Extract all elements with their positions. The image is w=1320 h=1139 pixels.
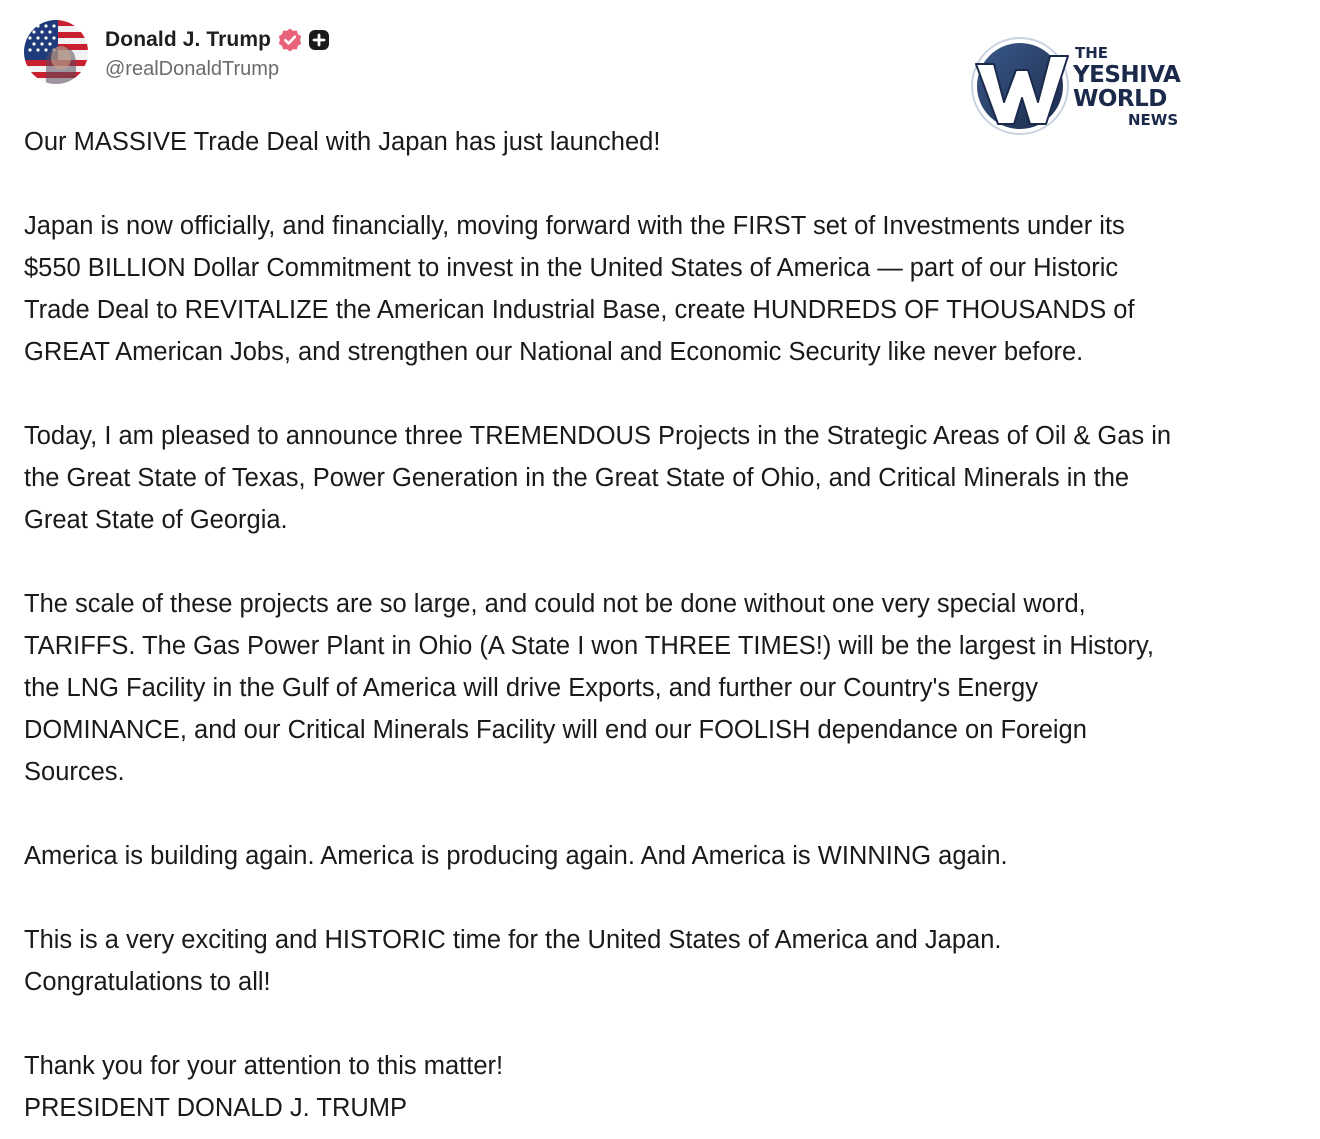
watermark-yeshiva: YESHIVA bbox=[1073, 62, 1181, 88]
post-paragraph: Thank you for your attention to this matter! PRESIDENT DONALD J. TRUMP bbox=[24, 1052, 504, 1122]
flag-portrait-avatar-icon bbox=[24, 20, 88, 84]
watermark-text bbox=[1073, 46, 1180, 128]
verified-badge-icon bbox=[277, 27, 303, 53]
post-paragraph: Japan is now officially, and financially, moving forward with the FIRST set of Investments under its $550 BILLION Dollar Commitment to invest in the United States of America — part of our Historic Trade Deal to REVITALIZE the American Industrial Base, create HUNDREDS OF THOUSANDS of GREAT American Jobs, and strengthen our National and Economic Security like never before. bbox=[24, 212, 1135, 366]
post-paragraph: This is a very exciting and HISTORIC time for the United States of America and Japan. Congratulations to all! bbox=[24, 926, 1002, 996]
plus-badge-icon bbox=[308, 29, 330, 51]
post-header bbox=[24, 20, 330, 84]
post-paragraph: America is building again. America is producing again. And America is WINNING again. bbox=[24, 842, 1008, 870]
watermark-world: WORLD bbox=[1073, 86, 1167, 112]
display-name[interactable]: Donald J. Trump bbox=[105, 28, 272, 51]
name-row bbox=[105, 23, 330, 57]
post-paragraph: Our MASSIVE Trade Deal with Japan has just launched! bbox=[24, 128, 661, 156]
author-names bbox=[105, 23, 330, 81]
post-body bbox=[24, 121, 1309, 1129]
avatar[interactable] bbox=[24, 20, 88, 84]
author-handle[interactable]: @realDonaldTrump bbox=[105, 58, 280, 80]
watermark-news: NEWS bbox=[1128, 111, 1179, 129]
post-paragraph: Today, I am pleased to announce three TREMENDOUS Projects in the Strategic Areas of Oil & Gas in the Great State of Texas, Power Generation in the Great State of Ohio, and Critical Minerals in the Great State of Georgia. bbox=[24, 422, 1172, 534]
post-paragraph: The scale of these projects are so large, and could not be done without one very special word, TARIFFS. The Gas Power Plant in Ohio (A State I won THREE TIMES!) will be the largest in History, the LNG Facility in the Gulf of America will drive Exports, and further our Country's Energy DOMINANCE, and our Critical Minerals Facility will end our FOOLISH dependance on Foreign Sources. bbox=[24, 590, 1154, 786]
watermark-the: THE bbox=[1075, 44, 1109, 62]
